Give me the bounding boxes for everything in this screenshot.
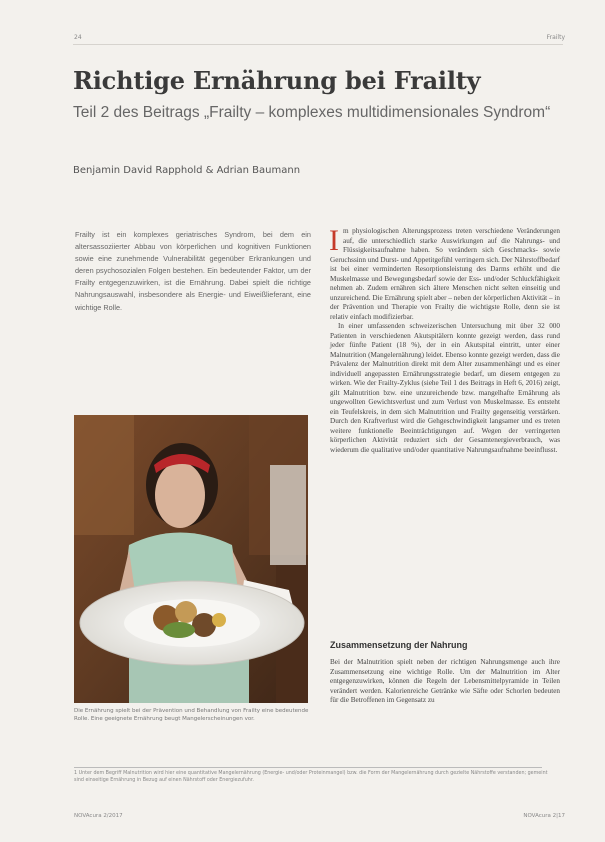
body-column-top: [329, 224, 560, 455]
running-section: Frailty: [546, 34, 565, 41]
author-line: Benjamin David Rapphold & Adrian Baumann: [73, 165, 301, 176]
article-subtitle: Teil 2 des Beitrags „Frailty – komplexes multidimensionales Syndrom“: [73, 104, 551, 121]
page-number: 24: [74, 34, 82, 41]
footnote-text: 1 Unter dem Begriff Malnutrition wird hier eine quantitative Mangelernährung (Energie- und/oder Proteinmangel) bzw. die Form der Mangelernährung durch gezielte Nährstoffe verstanden; gemeint sind einseitige Ernährung in Bezug auf einen Nährstoff oder Energiezufuhr.: [74, 771, 548, 783]
body-paragraph-3: Bei der Malnutrition spielt neben der richtigen Nahrungsmenge auch ihre Zusammensetzung eine wichtige Rolle. Um der Malnutrition im Alter entgegenzuwirken, können die Regeln der Lebensmittelpyramide in Teilen verändert werden. Kalorienreiche Getränke wie Säfte oder Schorlen bedeuten für die Betroffenen im Gegensatz zu: [330, 658, 560, 704]
footer-left: NOVAcura 2/2017: [74, 813, 123, 819]
footer-right: NOVAcura 2|17: [523, 813, 565, 819]
section-heading: Zusammensetzung der Nahrung: [330, 640, 468, 650]
body-paragraph-2: In einer umfassenden schweizerischen Untersuchung mit über 32 000 Patienten in verschiedenen Akutspitälern konnte gezeigt werden, dass rund jeder fünfte Patient (18 %), der in ein Akutspital eintritt, unter einer Malnutrition (Mangelernährung) leidet. Ebenso konnte gezeigt werden, dass die Prävalenz der Malnutrition direkt mit dem Alter zusammenhängt und es einer individuell angepassten Ernährungsstrategie bedarf, um diesem entgegen zu wirken. Wie der Frailty-Zyklus (siehe Teil 1 des Beitrags in Heft 6, 2016) zeigt, gilt Malnutrition bzw. eine unzureichende bzw. mangelhafte Ernährung als ungewollten Gewichtsverlust und zum Verlust von Muskelmasse. Es entsteht ein Teufelskreis, in dem sich Malnutrition und Frailty gegenseitig verstärken. Durch den Kraftverlust wird die Gehgeschwindigkeit langsamer und es treten weitere funktionelle Beeinträchtigungen auf. Wegen der verringerten körperlichen Aktivität reduziert sich der Gesamtenergieverbrauch, was wiederum die qualitative und/oder quantitative Nahrungsaufnahme beeinflusst.: [330, 322, 560, 454]
footnote-rule: [74, 767, 542, 768]
drop-cap: I: [329, 224, 339, 257]
article-photo: [74, 415, 308, 703]
abstract-text: Frailty ist ein komplexes geriatrisches Syndrom, bei dem ein altersassoziierter Abbau von körperlichen und kognitiven Funktionen sowie eine zunehmende Vulnerabilität gegenüber Erkrankungen und deren psychosozialen Folgen bestehen. Ein bedeutender Faktor, um der Frailty entgegenzuwirken, ist die Ernährung. Dabei spielt die richtige Nahrungsauswahl, insbesondere als Energie- und Eiweißlieferant, eine wichtige Rolle.: [75, 230, 311, 312]
article-title: Richtige Ernährung bei Frailty: [73, 66, 481, 95]
photo-caption: Die Ernährung spielt bei der Prävention und Behandlung von Frailty eine bedeutende Rolle. Eine geeignete Ernährung beugt Mangelerscheinungen vor.: [74, 708, 309, 723]
body-paragraph-1: m physiologischen Alterungsprozess treten verschiedene Veränderungen auf, die unterschiedlich starke Auswirkungen auf die Nahrungs- und Flüssigkeitsaufnahme haben. So verändern sich Geschmacks- sowie Geruchssinn und Durst- und Appetitgefühl verringern sich. Der Nährstoffbedarf ist bei einer verminderten Resorptionsleistung des Darms erhöht und die Muskelmasse und Bewegungsbedarf sowie der Ess- und/oder Schluckfähigkeit nehmen ab. Zudem ernähren sich ältere Menschen nicht selten einseitig und unzureichend. Die Ernährung spielt aber – neben der körperlichen Aktivität – in der Prävention und Therapie von Frailty die wichtigste Rolle, denn sie ist relativ einfach modifizierbar.: [330, 227, 560, 321]
header-rule: [73, 44, 563, 45]
